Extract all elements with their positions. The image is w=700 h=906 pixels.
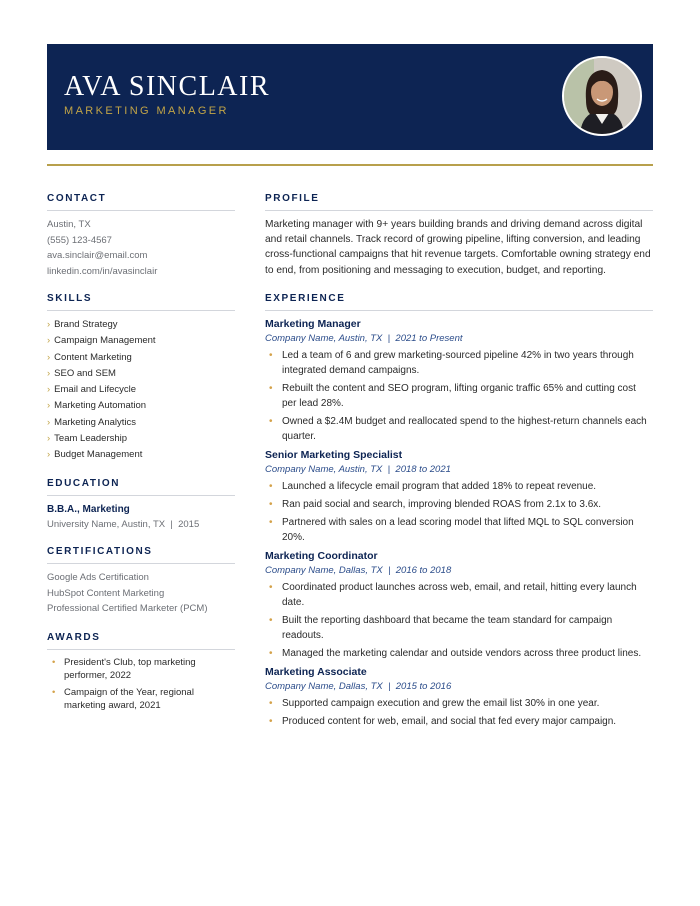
left-column (47, 193, 235, 716)
contact-section (47, 193, 235, 279)
skill-item: › Budget Management (47, 449, 143, 461)
job-meta: Company Name, Austin, TX | 2018 to 2021 (265, 463, 451, 475)
certifications-heading: CERTIFICATIONS (47, 546, 235, 564)
award-item: • President's Club, top marketing performer, 2022 (52, 656, 196, 682)
resume-header (47, 44, 653, 150)
skill-item: › Marketing Automation (47, 400, 147, 412)
job-bullet: • Built the reporting dashboard that became the team standard for campaign readouts. (269, 614, 613, 641)
skill-item: › Brand Strategy (47, 319, 118, 330)
profile-section (265, 193, 653, 278)
job-bullet: • Launched a lifecycle email program that added 18% to repeat revenue. (269, 480, 597, 492)
job-entry (265, 317, 653, 444)
contact-phone: (555) 123-4567 (47, 234, 112, 246)
contact-heading: CONTACT (47, 193, 235, 211)
experience-heading: EXPERIENCE (265, 293, 653, 311)
profile-photo (562, 56, 642, 136)
education-heading: EDUCATION (47, 478, 235, 496)
job-entry (265, 448, 653, 545)
job-bullet: • Rebuilt the content and SEO program, lifting organic traffic 65% and cutting cost per lead 28%. (269, 382, 636, 409)
contact-email[interactable]: ava.sinclair@email.com (47, 250, 148, 261)
certification-item: Professional Certified Marketer (PCM) (47, 603, 208, 615)
certifications-section (47, 546, 235, 617)
candidate-title: MARKETING MANAGER (64, 105, 229, 117)
awards-heading: AWARDS (47, 632, 235, 650)
job-title: Marketing Manager (265, 317, 361, 330)
job-bullet: • Led a team of 6 and grew marketing-sourced pipeline 42% in two years through integrated demand campaigns. (269, 349, 634, 376)
skill-item: › Content Marketing (47, 351, 132, 363)
job-meta: Company Name, Dallas, TX | 2016 to 2018 (265, 564, 452, 576)
job-bullet: • Owned a $2.4M budget and reallocated spend to the highest-return channels each quarter. (269, 415, 647, 442)
header-divider (47, 164, 653, 166)
certification-item: Google Ads Certification (47, 572, 149, 584)
skill-item: › Team Leadership (47, 433, 128, 445)
job-bullet: • Coordinated product launches across web, email, and retail, hitting every launch date. (269, 581, 637, 608)
job-bullet: • Ran paid social and search, improving blended ROAS from 2.1x to 3.6x. (269, 498, 602, 510)
contact-linkedin[interactable]: linkedin.com/in/avasinclair (47, 265, 158, 277)
job-title: Marketing Associate (265, 665, 367, 678)
job-bullet: • Supported campaign execution and grew the email list 30% in one year. (269, 697, 600, 709)
award-item: • Campaign of the Year, regional marketing award, 2021 (52, 686, 194, 712)
job-meta: Company Name, Dallas, TX | 2015 to 2016 (265, 680, 452, 692)
profile-summary: Marketing manager with 9+ years building brands and driving demand across digital and retail channels. Track record of growing pipeline, lifting conversion, and leading cross-functional campaigns that hit revenue targets. Comfortable owning strategy end to end, from positioning and messaging to execution, budget, and reporting. (265, 219, 651, 276)
skill-item: › Email and Lifecycle (47, 384, 137, 396)
job-bullet: • Managed the marketing calendar and outside vendors across three product lines. (269, 647, 642, 659)
skills-section (47, 293, 235, 464)
skills-heading: SKILLS (47, 293, 235, 311)
job-entry (265, 549, 653, 661)
skill-item: › SEO and SEM (47, 367, 116, 379)
job-bullet: • Partnered with sales on a lead scoring model that lifted MQL to SQL conversion 20%. (269, 516, 634, 543)
certification-item: HubSpot Content Marketing (47, 587, 165, 599)
skill-item: › Campaign Management (47, 335, 156, 347)
education-section (47, 478, 235, 533)
job-bullet: • Produced content for web, email, and social that fed every major campaign. (269, 715, 617, 727)
right-column (265, 193, 653, 732)
experience-section (265, 293, 653, 729)
job-title: Marketing Coordinator (265, 549, 378, 562)
education-school: University Name, Austin, TX | 2015 (47, 518, 200, 530)
skill-item: › Marketing Analytics (47, 416, 137, 428)
education-degree: B.B.A., Marketing (47, 503, 130, 515)
job-meta: Company Name, Austin, TX | 2021 to Present (265, 332, 463, 344)
job-entry (265, 665, 653, 729)
job-title: Senior Marketing Specialist (265, 448, 403, 461)
profile-heading: PROFILE (265, 193, 653, 211)
awards-section (47, 632, 235, 713)
candidate-name: AVA SINCLAIR (64, 71, 271, 102)
contact-location: Austin, TX (47, 219, 91, 230)
